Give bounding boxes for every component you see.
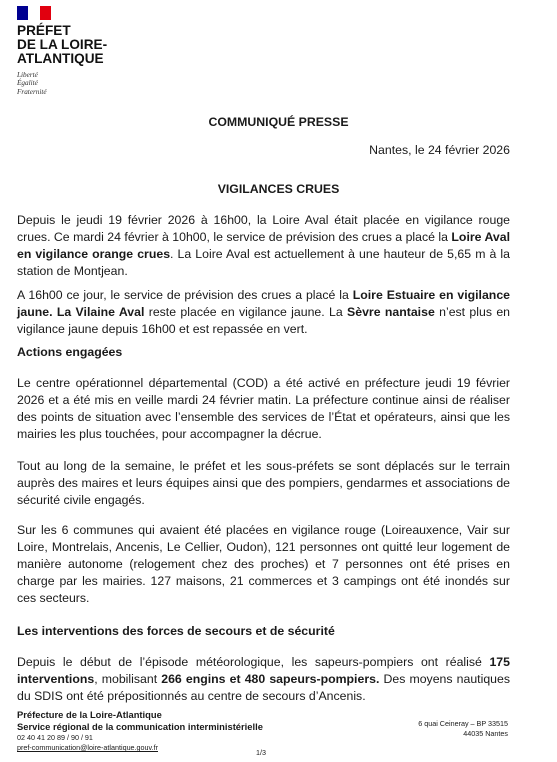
footer-address xyxy=(418,719,508,739)
p2-text-2: reste placée en vigilance jaune. La xyxy=(144,305,348,319)
paragraph-sapeurs-pompiers xyxy=(17,654,510,705)
p6-bold-2: 266 engins et 480 sapeurs-pompiers. xyxy=(161,672,380,686)
paragraph-loire-aval xyxy=(17,212,510,280)
p1-text-2: . La Loire Aval est actuellement à une hauteur de 5,65 m à la station de Montjean. xyxy=(17,247,511,278)
heading-actions-engagees: Actions engagées xyxy=(17,345,123,359)
press-release-title: VIGILANCES CRUES xyxy=(217,182,340,196)
org-name-line-2: DE LA LOIRE- xyxy=(17,37,108,52)
paragraph-vigilance-jaune xyxy=(17,287,510,338)
p2-bold-2: Sèvre nantaise xyxy=(347,305,435,319)
motto-egalite: Égalité xyxy=(17,79,38,88)
org-name-line-1: PRÉFET xyxy=(17,23,71,38)
p1-text-1: Depuis le jeudi 19 février 2026 à 16h00, la Loire Aval était placée en vigilance rouge crues. Ce mardi 24 février à 10h00, le service de prévision des crues a placé la xyxy=(17,213,510,244)
prefecture-name xyxy=(17,24,107,66)
p2-bold-1: Loire Estuaire en vigilance jaune. La Vilaine Aval xyxy=(17,288,510,319)
p6-bold-1: 175 interventions xyxy=(17,655,510,686)
footer-address-line-1: 6 quai Ceineray – BP 33515 xyxy=(418,719,508,728)
p2-text-1: A 16h00 ce jour, le service de prévision des crues a placé la xyxy=(17,288,353,302)
footer-email-link[interactable]: pref-communication@loire-atlantique.gouv.fr xyxy=(17,743,158,752)
flag-white-stripe xyxy=(28,6,39,20)
page-number: 1/3 xyxy=(256,748,266,757)
footer-phone: 02 40 41 20 89 / 90 / 91 xyxy=(17,733,93,742)
org-name-line-3: ATLANTIQUE xyxy=(17,51,104,66)
footer-contact xyxy=(17,709,263,753)
paragraph-cod: Le centre opérationnel départemental (COD) a été activé en préfecture jeudi 19 février 2026 et a été mis en veille mardi 24 février matin. La préfecture continue ainsi de réaliser des points de situation avec l’ensemble des services de l’État et opérateurs, ainsi que les mairies les plus touchées, pour accompagner la décrue. xyxy=(17,376,510,441)
motto-liberte: Liberté xyxy=(17,71,38,79)
footer-service: Service régional de la communication interministérielle xyxy=(17,721,263,732)
dateline: Nantes, le 24 février 2026 xyxy=(369,143,510,157)
french-flag-logo xyxy=(17,6,51,20)
paragraph-communes-vigilance-rouge: Sur les 6 communes qui avaient été placées en vigilance rouge (Loireauxence, Vair sur Loire, Montrelais, Ancenis, Le Cellier, Oudon), 121 personnes ont quitté leur logement de manière autonome (relogement chez des proches) et 7 personnes ont été prises en charge par les mairies. 127 maisons, 21 commerces et 3 campings ont été inondés sur ces secteurs. xyxy=(17,523,510,605)
p2-text-3: n’est plus en vigilance jaune depuis 16h00 et est repassée en vert. xyxy=(17,305,511,336)
heading-interventions: Les interventions des forces de secours et de sécurité xyxy=(17,624,335,638)
motto-fraternite: Fraternité xyxy=(17,87,47,96)
p6-text-2: , mobilisant xyxy=(94,672,162,686)
p1-bold-1: Loire Aval en vigilance orange crues xyxy=(17,230,510,261)
republic-motto xyxy=(17,71,47,96)
paragraph-prefet-deplacements: Tout au long de la semaine, le préfet et les sous-préfets se sont déplacés sur le terrain auprès des maires et leurs équipes ainsi que des pompiers, gendarmes et associations de sécurité civile engagés. xyxy=(17,459,510,507)
flag-blue-stripe xyxy=(17,6,28,20)
footer-org: Préfecture de la Loire-Atlantique xyxy=(17,709,162,720)
footer-address-line-2: 44035 Nantes xyxy=(463,729,508,738)
flag-red-stripe xyxy=(40,6,51,20)
document-type: COMMUNIQUÉ PRESSE xyxy=(208,115,349,129)
p6-text-1: Depuis le début de l’épisode météorologique, les sapeurs-pompiers ont réalisé xyxy=(17,655,490,669)
p6-text-3: Des moyens nautiques du SDIS ont été prépositionnés au centre de secours d’Ancenis. xyxy=(17,672,510,703)
